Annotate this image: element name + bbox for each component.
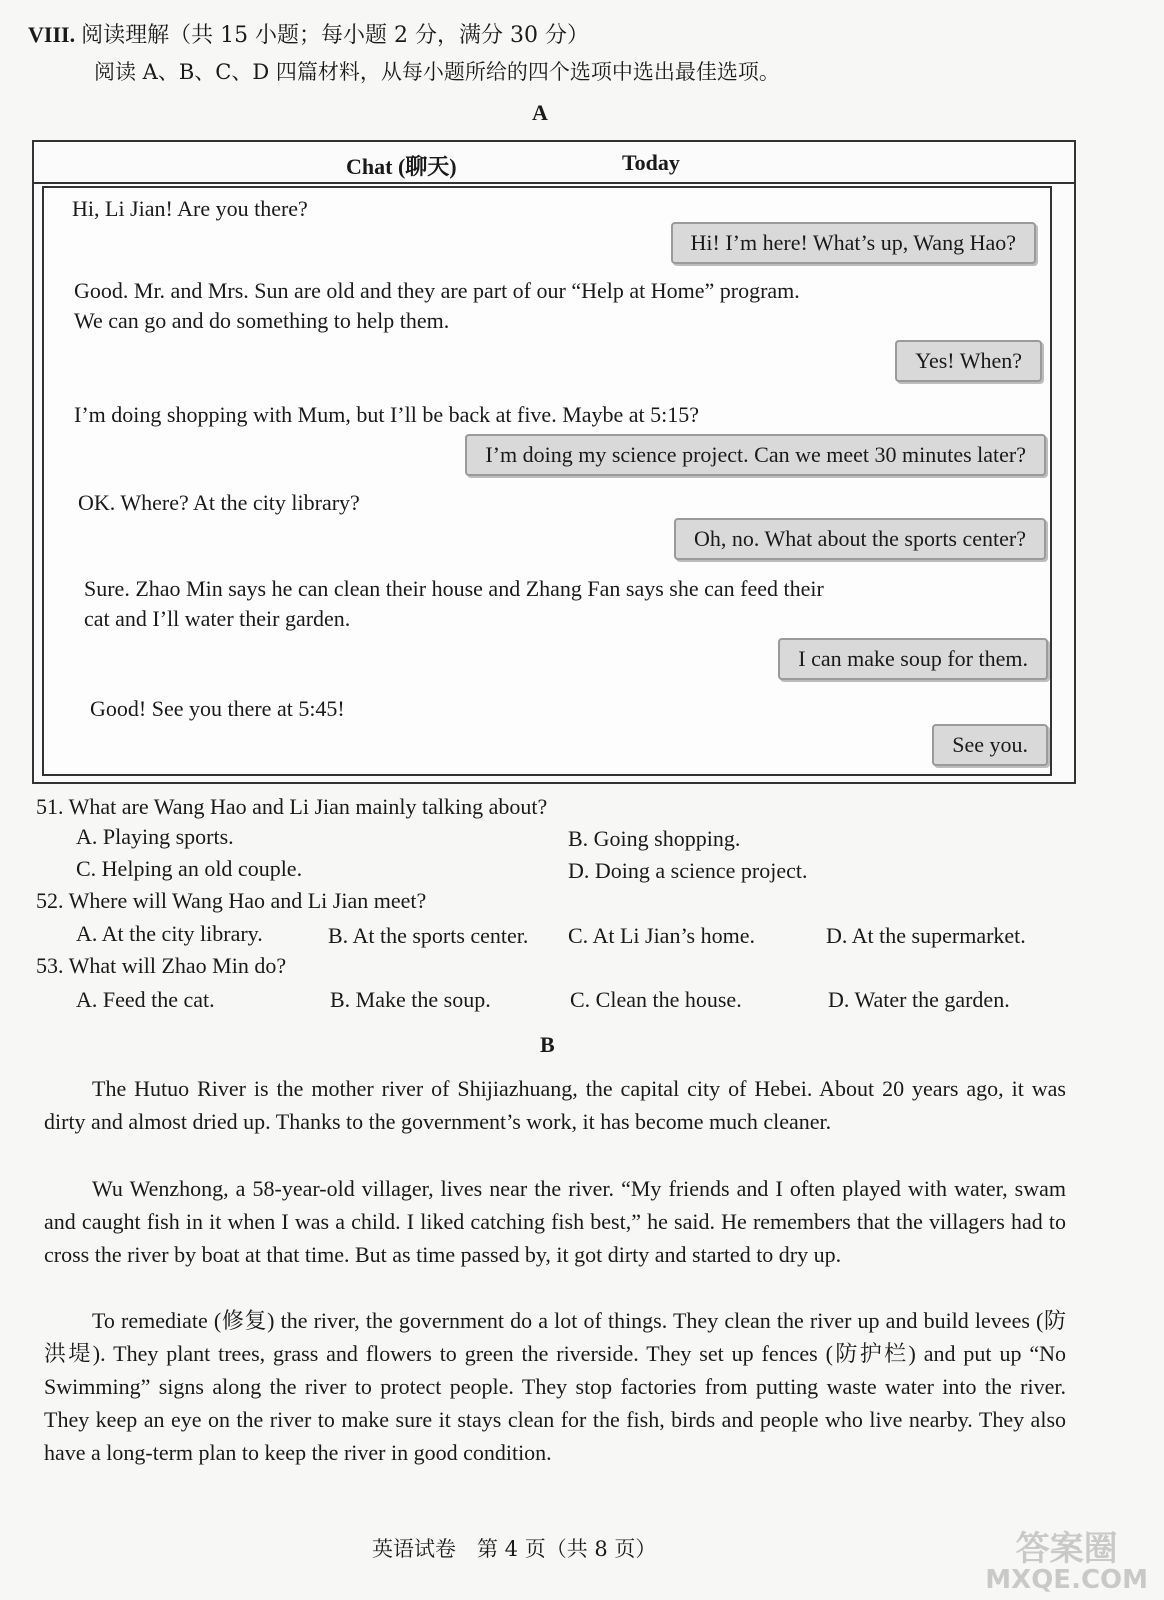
question-option: A. Feed the cat. xyxy=(76,987,215,1012)
section-title: 阅读理解（共 15 小题；每小题 2 分，满分 30 分） xyxy=(81,23,590,48)
chat-window xyxy=(32,140,1076,784)
question-option: B. At the sports center. xyxy=(328,923,529,948)
section-instruction: 阅读 A、B、C、D 四篇材料，从每小题所给的四个选项中选出最佳选项。 xyxy=(94,60,780,84)
chat-messages xyxy=(42,186,1052,776)
question-option: B. Make the soup. xyxy=(330,987,491,1012)
page-footer: 英语试卷 第 4 页（共 8 页） xyxy=(372,1537,657,1561)
chat-message-right: I’m doing my science project. Can we meet 30 minutes later? xyxy=(465,434,1046,476)
passage-b-paragraph-2: Wu Wenzhong, a 58-year-old villager, lives near the river. “My friends and I often played with water, swam and caught fish in it when I was a child. I liked catching fish best,” he said. He remembers that the villagers had to cross the river by boat at that time. But as time passed by, it got dirty and started to dry up. xyxy=(44,1176,1066,1267)
watermark-line-1: 答案圈 xyxy=(1015,1529,1118,1569)
question-option: D. Water the garden. xyxy=(828,987,1010,1012)
chat-message-right: See you. xyxy=(932,724,1048,766)
tab-chat: Chat (聊天) xyxy=(346,154,457,179)
question-option: C. Clean the house. xyxy=(570,987,742,1012)
question-option: D. Doing a science project. xyxy=(568,858,808,883)
question-stem: 51. What are Wang Hao and Li Jian mainly talking about? xyxy=(36,794,548,819)
chat-message-right: I can make soup for them. xyxy=(778,638,1048,680)
tab-today: Today xyxy=(622,150,680,175)
section-number: VIII. xyxy=(28,22,76,47)
passage-b-paragraph-1: The Hutuo River is the mother river of Shijiazhuang, the capital city of Hebei. About 20 years ago, it was dirty and almost dried up. Thanks to the government’s work, it has become much cleaner. xyxy=(44,1076,1066,1134)
watermark-line-2: MXQE.COM xyxy=(985,1565,1148,1595)
section-heading xyxy=(28,18,589,49)
question-option: A. At the city library. xyxy=(76,921,263,946)
question-option: C. At Li Jian’s home. xyxy=(568,923,755,948)
question-option: A. Playing sports. xyxy=(76,824,234,849)
passage-b-label: B xyxy=(540,1032,555,1057)
question-stem: 52. Where will Wang Hao and Li Jian meet? xyxy=(36,888,427,913)
watermark-logo xyxy=(985,1529,1148,1595)
chat-message-right: Oh, no. What about the sports center? xyxy=(674,518,1046,560)
chat-message-left: Good. Mr. and Mrs. Sun are old and they are part of our “Help at Home” program. We can go and do something to help them. xyxy=(74,278,800,333)
question-option: C. Helping an old couple. xyxy=(76,856,303,881)
chat-message-right: Yes! When? xyxy=(895,340,1042,382)
question-option: B. Going shopping. xyxy=(568,826,741,851)
passage-a-label: A xyxy=(532,100,548,125)
chat-message-left: Good! See you there at 5:45! xyxy=(90,696,345,721)
question-option: D. At the supermarket. xyxy=(826,923,1026,948)
chat-header xyxy=(34,142,1074,184)
chat-message-right: Hi! I’m here! What’s up, Wang Hao? xyxy=(671,222,1036,264)
chat-message-left: Sure. Zhao Min says he can clean their house and Zhang Fan says she can feed their cat and I’ll water their garden. xyxy=(84,576,824,631)
chat-message-left: I’m doing shopping with Mum, but I’ll be back at five. Maybe at 5:15? xyxy=(74,402,700,427)
chat-message-left: OK. Where? At the city library? xyxy=(78,490,360,515)
passage-b-paragraph-3: To remediate (修复) the river, the government do a lot of things. They clean the river up and build levees (防洪堤). They plant trees, grass and flowers to green the riverside. They set up fences (防护栏) and put up “No Swimming” signs along the river to protect people. They stop factories from putting waste water into the river. They keep an eye on the river to make sure it stays clean for the fish, birds and people who live nearby. They also have a long-term plan to keep the river in good condition. xyxy=(44,1308,1066,1465)
question-stem: 53. What will Zhao Min do? xyxy=(36,953,287,978)
chat-message-left: Hi, Li Jian! Are you there? xyxy=(72,196,308,221)
